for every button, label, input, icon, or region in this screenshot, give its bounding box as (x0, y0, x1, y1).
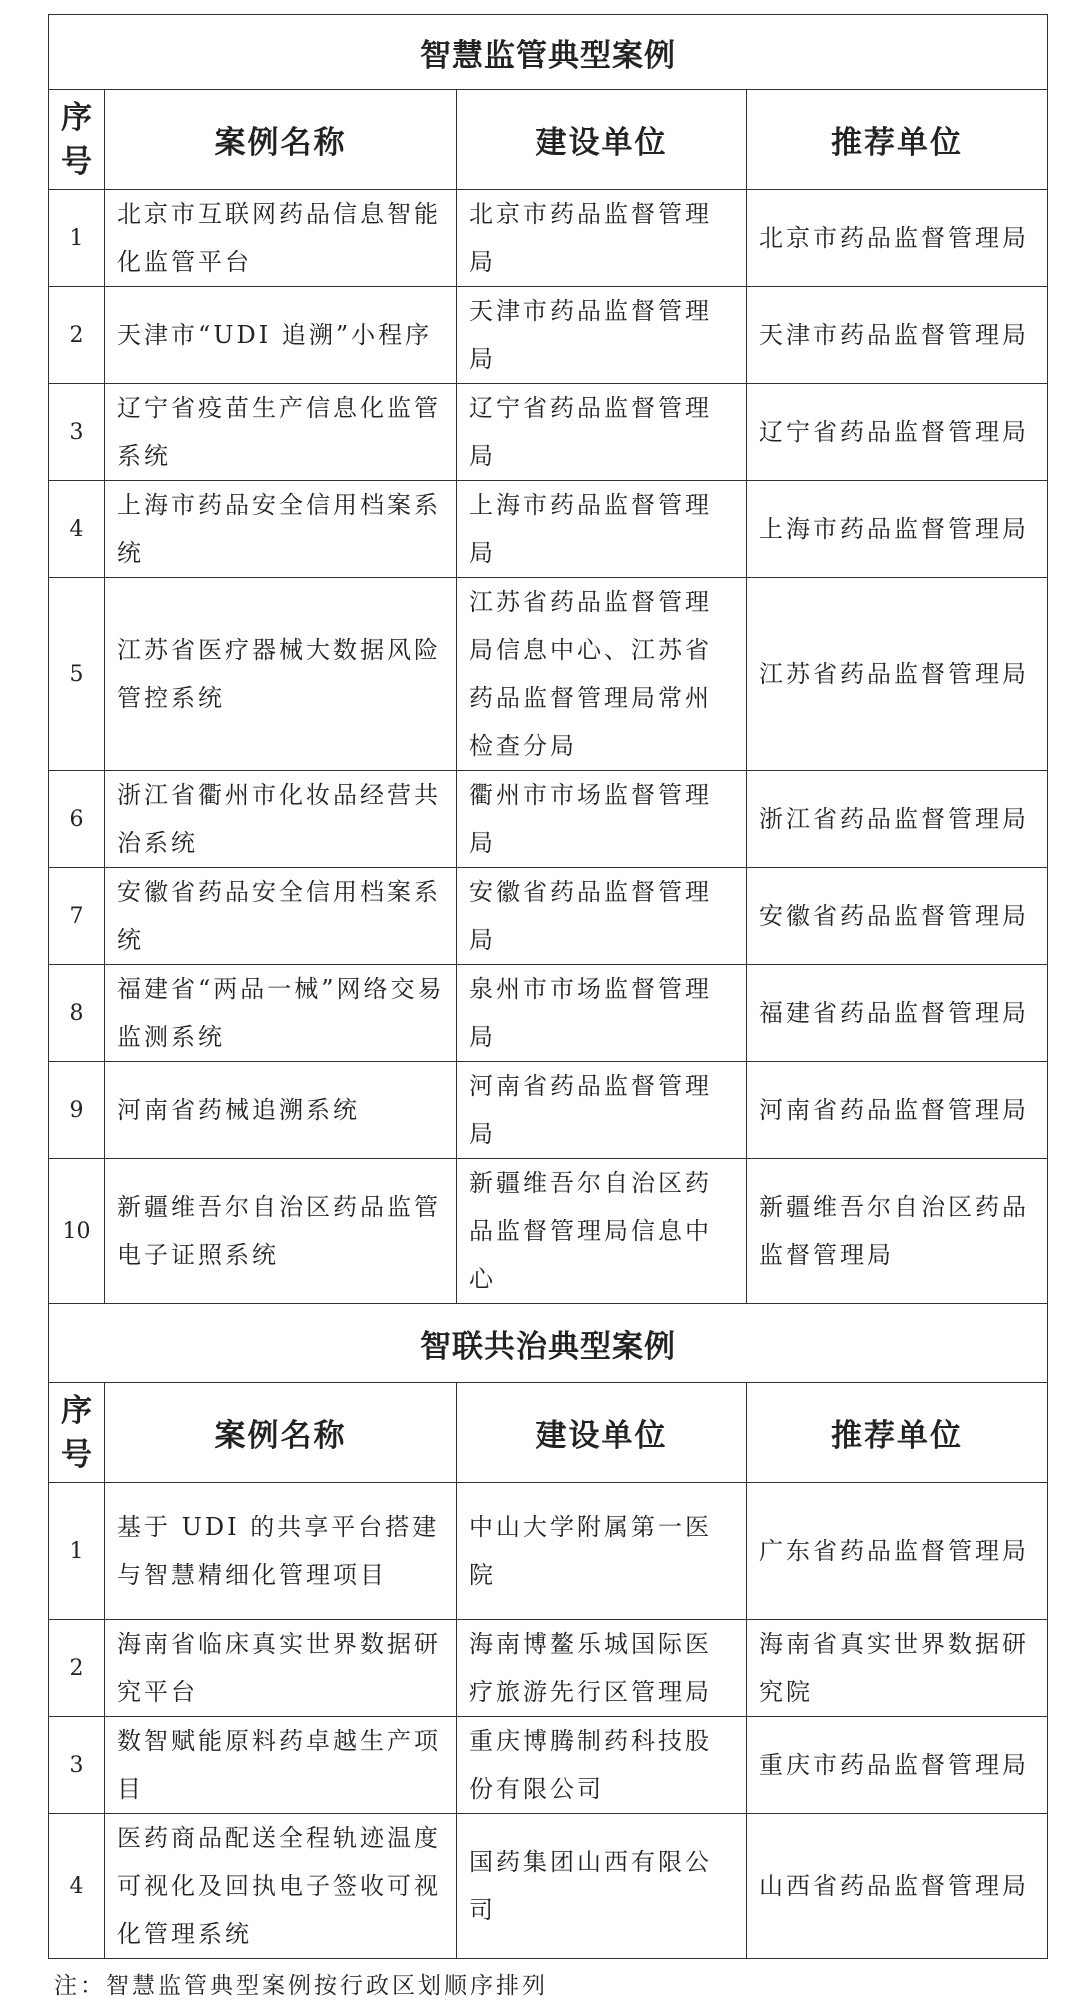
table-row (49, 481, 1048, 578)
table-row (49, 771, 1048, 868)
header-index-line2: 号 (61, 143, 92, 180)
row-number: 1 (49, 1483, 105, 1620)
recommender-cell: 福建省药品监督管理局 (747, 965, 1048, 1062)
table-row (49, 578, 1048, 771)
row-number: 4 (49, 1814, 105, 1959)
header-recommender: 推荐单位 (747, 1383, 1048, 1483)
case-name-cell: 基于 UDI 的共享平台搭建与智慧精细化管理项目 (105, 1483, 457, 1620)
case-name-cell: 辽宁省疫苗生产信息化监管系统 (105, 384, 457, 481)
builder-cell: 辽宁省药品监督管理局 (457, 384, 747, 481)
row-number: 4 (49, 481, 105, 578)
builder-cell: 国药集团山西有限公司 (457, 1814, 747, 1959)
builder-cell: 北京市药品监督管理局 (457, 190, 747, 287)
header-index-line1: 序 (61, 99, 92, 136)
recommender-cell: 广东省药品监督管理局 (747, 1483, 1048, 1620)
row-number: 3 (49, 384, 105, 481)
builder-cell: 江苏省药品监督管理局信息中心、江苏省药品监督管理局常州检查分局 (457, 578, 747, 771)
header-recommender: 推荐单位 (747, 90, 1048, 190)
document-page (48, 14, 1047, 2000)
case-name-cell: 浙江省衢州市化妆品经营共治系统 (105, 771, 457, 868)
table-row (49, 384, 1048, 481)
table-row (49, 868, 1048, 965)
header-case-name: 案例名称 (105, 1383, 457, 1483)
table-row (49, 1483, 1048, 1620)
case-name-cell: 新疆维吾尔自治区药品监管电子证照系统 (105, 1159, 457, 1304)
table-row (49, 965, 1048, 1062)
case-name-cell: 天津市“UDI 追溯”小程序 (105, 287, 457, 384)
row-number: 6 (49, 771, 105, 868)
row-number: 2 (49, 1620, 105, 1717)
row-number: 2 (49, 287, 105, 384)
row-number: 8 (49, 965, 105, 1062)
builder-cell: 安徽省药品监督管理局 (457, 868, 747, 965)
recommender-cell: 河南省药品监督管理局 (747, 1062, 1048, 1159)
table-row (49, 1159, 1048, 1304)
case-name-cell: 北京市互联网药品信息智能化监管平台 (105, 190, 457, 287)
table-row (49, 1620, 1048, 1717)
builder-cell: 泉州市市场监督管理局 (457, 965, 747, 1062)
builder-cell: 中山大学附属第一医院 (457, 1483, 747, 1620)
row-number: 9 (49, 1062, 105, 1159)
builder-cell: 衢州市市场监督管理局 (457, 771, 747, 868)
header-index-line2: 号 (61, 1436, 92, 1473)
table-row (49, 287, 1048, 384)
recommender-cell: 天津市药品监督管理局 (747, 287, 1048, 384)
recommender-cell: 新疆维吾尔自治区药品监督管理局 (747, 1159, 1048, 1304)
recommender-cell: 辽宁省药品监督管理局 (747, 384, 1048, 481)
row-number: 7 (49, 868, 105, 965)
footnote: 注：智慧监管典型案例按行政区划顺序排列 (54, 1973, 548, 1999)
case-name-cell: 河南省药械追溯系统 (105, 1062, 457, 1159)
header-index (49, 1383, 105, 1483)
builder-cell: 海南博鳌乐城国际医疗旅游先行区管理局 (457, 1620, 747, 1717)
case-name-cell: 数智赋能原料药卓越生产项目 (105, 1717, 457, 1814)
section1-header-row (49, 90, 1048, 190)
case-name-cell: 海南省临床真实世界数据研究平台 (105, 1620, 457, 1717)
recommender-cell: 浙江省药品监督管理局 (747, 771, 1048, 868)
case-name-cell: 上海市药品安全信用档案系统 (105, 481, 457, 578)
section1-title-row (49, 15, 1048, 90)
recommender-cell: 安徽省药品监督管理局 (747, 868, 1048, 965)
header-builder: 建设单位 (457, 1383, 747, 1483)
header-index-line1: 序 (61, 1392, 92, 1429)
row-number: 5 (49, 578, 105, 771)
builder-cell: 上海市药品监督管理局 (457, 481, 747, 578)
header-builder: 建设单位 (457, 90, 747, 190)
builder-cell: 新疆维吾尔自治区药品监督管理局信息中心 (457, 1159, 747, 1304)
table-row (49, 190, 1048, 287)
table-row (49, 1717, 1048, 1814)
builder-cell: 重庆博腾制药科技股份有限公司 (457, 1717, 747, 1814)
recommender-cell: 海南省真实世界数据研究院 (747, 1620, 1048, 1717)
case-name-cell: 江苏省医疗器械大数据风险管控系统 (105, 578, 457, 771)
builder-cell: 河南省药品监督管理局 (457, 1062, 747, 1159)
row-number: 10 (49, 1159, 105, 1304)
cases-table (48, 14, 1048, 1959)
section2-title-row (49, 1304, 1048, 1383)
recommender-cell: 山西省药品监督管理局 (747, 1814, 1048, 1959)
builder-cell: 天津市药品监督管理局 (457, 287, 747, 384)
section1-rows (49, 190, 1048, 1304)
recommender-cell: 上海市药品监督管理局 (747, 481, 1048, 578)
recommender-cell: 北京市药品监督管理局 (747, 190, 1048, 287)
table-row (49, 1814, 1048, 1959)
case-name-cell: 医药商品配送全程轨迹温度可视化及回执电子签收可视化管理系统 (105, 1814, 457, 1959)
section1-title: 智慧监管典型案例 (49, 15, 1048, 90)
row-number: 1 (49, 190, 105, 287)
case-name-cell: 安徽省药品安全信用档案系统 (105, 868, 457, 965)
case-name-cell: 福建省“两品一械”网络交易监测系统 (105, 965, 457, 1062)
section2-header-row (49, 1383, 1048, 1483)
header-index (49, 90, 105, 190)
table-row (49, 1062, 1048, 1159)
section2-rows (49, 1483, 1048, 1959)
header-case-name: 案例名称 (105, 90, 457, 190)
recommender-cell: 江苏省药品监督管理局 (747, 578, 1048, 771)
row-number: 3 (49, 1717, 105, 1814)
recommender-cell: 重庆市药品监督管理局 (747, 1717, 1048, 1814)
section2-title: 智联共治典型案例 (49, 1304, 1048, 1383)
